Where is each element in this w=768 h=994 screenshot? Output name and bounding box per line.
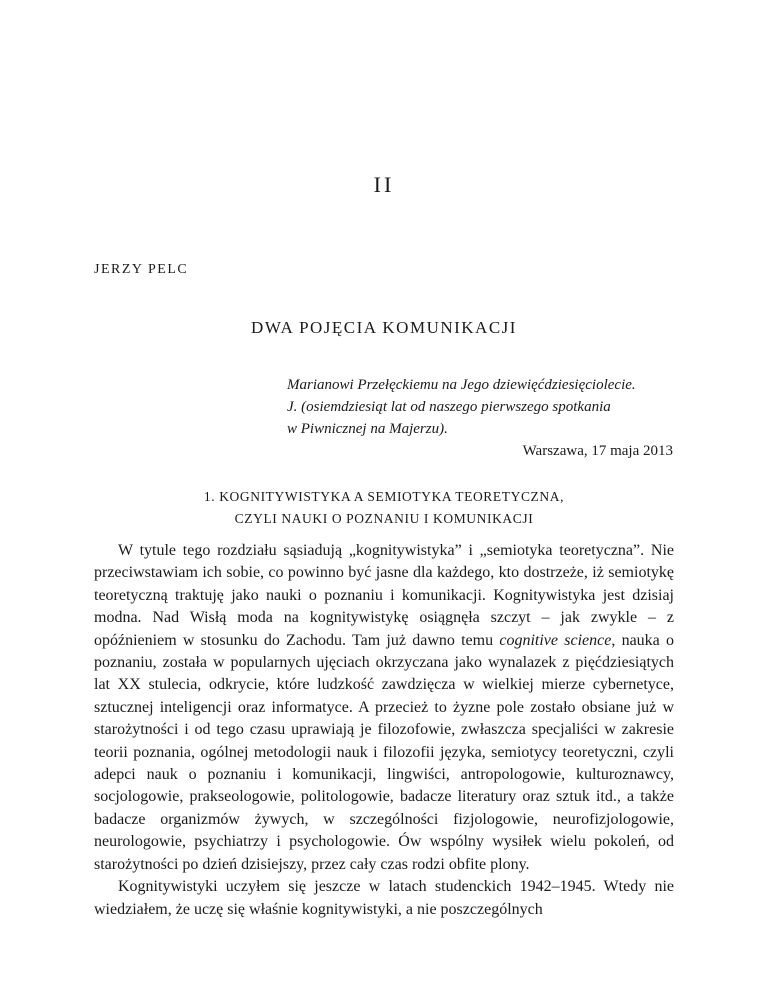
- paragraph-2: Kognitywistyki uczyłem się jeszcze w latach studenckich 1942–1945. Wtedy nie wiedziałem, że uczę się właśnie kognitywistyki, a nie poszczególnych: [94, 878, 674, 918]
- dedication-place-date: Warszawa, 17 maja 2013: [522, 443, 673, 459]
- dedication-line-1: Marianowi Przełęckiemu na Jego dziewięćdziesięciolecie.: [287, 377, 636, 393]
- section-heading: [94, 486, 674, 530]
- dedication-line-2: J. (osiemdziesiąt lat od naszego pierwszego spotkania: [287, 399, 611, 415]
- dedication-line-3: w Piwnicznej na Majerzu).: [287, 421, 448, 437]
- paragraph-1: [94, 540, 674, 876]
- chapter-number: II: [373, 172, 395, 197]
- paragraph-1-italic-term: cognitive science: [499, 631, 612, 649]
- author-name: JERZY PELC: [94, 262, 189, 277]
- paragraph-1-text-b: , nauka o poznaniu, została w popularnych ujęciach okrzyczana jako wynalazek z pięćdziesiątych lat XX stulecia, odkrycie, które ludzkość zawdzięcza w wielkiej mierze cybernetyce, sztucznej inteligencji oraz informatyce. A przecież to żyzne pole zostało obsiane już w starożytności i od tego czasu uprawiają je filozofowie, zwłaszcza specjaliści w zakresie teorii poznania, ogólnej metodologii nauk i filozofii języka, semiotycy teoretyczni, czyli adepci nauk o poznaniu i komunikacji, lingwiści, antropologowie, kulturoznawcy, socjologowie, prakseologowie, politologowie, badacze literatury oraz sztuk itd., a także badacze organizmów żywych, w szczególności fizjologowie, neurofizjologowie, neurologowie, psychiatrzy i psychologowie. Ów wspólny wysiłek wielu pokoleń, od starożytności po dzień dzisiejszy, przez cały czas rodzi obfite plony.: [94, 631, 675, 873]
- paragraph-1-text-a: W tytule tego rozdziału sąsiadują „kognitywistyka” i „semiotyka teoretyczna”. Nie przeciwstawiam ich sobie, co powinno być jasne dla każdego, kto dostrzeże, iż semiotykę teoretyczną traktuję jako nauki o poznaniu i komunikacji. Kognitywistyka jest dzisiaj modna. Nad Wisłą moda na kognitywistykę osiągnęła szczyt – jak zwykle – z opóźnieniem w stosunku do Zachodu. Tam już dawno temu: [94, 542, 674, 649]
- body-text: [94, 540, 674, 921]
- chapter-title: DWA POJĘCIA KOMUNIKACJI: [251, 318, 517, 337]
- dedication: [287, 374, 673, 462]
- section-heading-line-1: 1. KOGNITYWISTYKA A SEMIOTYKA TEORETYCZNA,: [203, 489, 565, 504]
- section-heading-line-2: CZYLI NAUKI O POZNANIU I KOMUNIKACJI: [234, 511, 534, 526]
